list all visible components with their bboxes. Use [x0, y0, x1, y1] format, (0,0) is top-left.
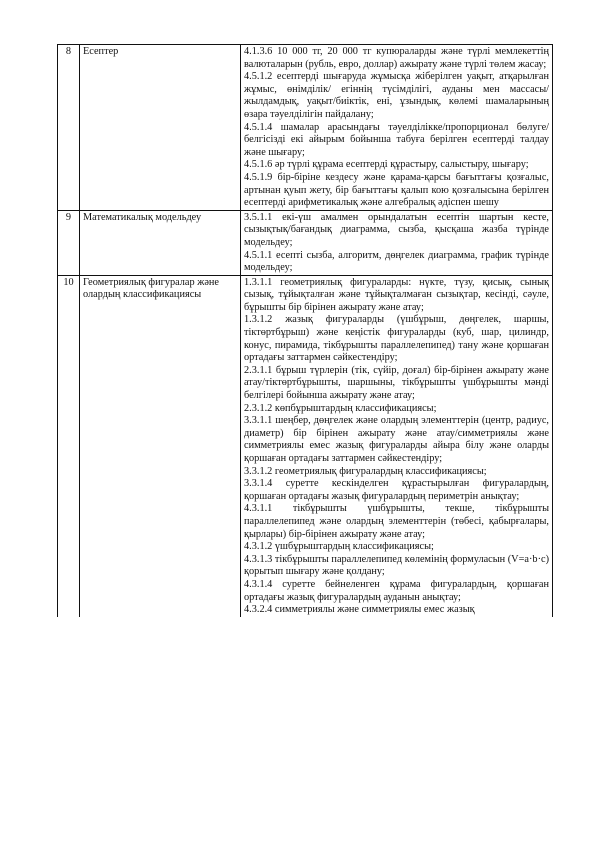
objective-item: 3.3.1.2 геометриялық фигуралардың классификациясы;: [244, 465, 487, 477]
objective-item: 1.3.1.1 геометриялық фигураларды: нүкте, түзу, қисық, сынық сызық, тұйықталған және тұйықталмаған сызықтар, кесінді, сәуле, бұрышты бір бірінен ажырату және атау;: [244, 276, 549, 313]
row-objectives: [241, 210, 553, 275]
row-number: 8: [58, 45, 80, 211]
table-row: [58, 275, 553, 617]
objective-item: 3.3.1.4 суретте кескінделген құрастырылған фигуралардың, қоршаған ортадағы жазық фигуралардың периметрін анықтау;: [244, 478, 549, 502]
objective-item: 2.3.1.2 көпбұрыштардың классификациясы;: [244, 402, 437, 414]
curriculum-table: [57, 44, 553, 617]
objective-item: 4.3.1.1 тікбұрышты үшбұрышты, текше, тікбұрышты параллелепипед және олардың элементтерін (төбесі, қабырғалары, қырлары) бір-бірінен ажырату және атау;: [244, 503, 549, 540]
objective-item: 4.1.3.6 10 000 тг, 20 000 тг купюраларды және түрлі мемлекеттің валюталарын (рубль, евро, доллар) ажырату және түрлі төлем жасау;: [244, 46, 549, 70]
row-number: 9: [58, 210, 80, 275]
objective-item: 4.3.2.4 симметриялы және симметриялы емес жазық: [244, 604, 475, 616]
objective-item: 4.5.1.6 әр түрлі құрама есептерді құрастыру, салыстыру, шығару;: [244, 159, 529, 171]
objective-item: 3.3.1.1 шеңбер, дөңгелек және олардың элементтерін (центр, радиус, диаметр) бір бірінен ажырату және атау/симметриялы және симметриялы емес жазық фигураларды айыра білу және оларды қоршаған ортадағы заттармен сәйкестендіру;: [244, 415, 549, 464]
row-topic: Математикалық модельдеу: [80, 210, 241, 275]
objective-item: 3.5.1.1 екі-үш амалмен орындалатын есептін шартын кесте, сызықтық/бағандық диаграмма, сызба, қысқаша жазба түрінде модельдеу;: [244, 211, 549, 248]
row-topic: Есептер: [80, 45, 241, 211]
row-topic: Геометриялық фигуралар және олардың классификациясы: [80, 275, 241, 617]
objective-item: 4.5.1.4 шамалар арасындағы тәуелділікке/пропорционал бөлуге/ белгісіздi екі айырым бойынша табуға берілген есептерді талдау және шығару;: [244, 121, 549, 158]
objective-item: 1.3.1.2 жазық фигураларды (үшбұрыш, дөңгелек, шаршы, тіктөртбұрыш) және кеңістік фигураларды (куб, шар, цилиндр, конус, пирамида, тікбұрышты параллелепипед) тану және қоршаған ортадағы заттармен сәйкестендіру;: [244, 314, 549, 364]
row-objectives: [241, 45, 553, 211]
objective-item: 2.3.1.1 бұрыш түрлерін (тік, сүйір, доғал) бір-бірінен ажырату және атау/тіктөртбұрышты, шаршыны, тікбұрышты үшбұрышты мәнді белгілері бойынша ажырату және атау;: [244, 364, 549, 402]
table-row: [58, 45, 553, 211]
table-row: [58, 210, 553, 275]
row-objectives: [241, 275, 553, 617]
objective-item: 4.5.1.1 есепті сызба, алгоритм, дөңгелек диаграмма, график түрінде модельдеу;: [244, 249, 549, 274]
objective-item: 4.3.1.3 тікбұрышты параллелепипед көлемінің формуласын (V=a·b·c) қорытып шығару және қолдану;: [244, 553, 549, 578]
objective-item: 4.3.1.2 үшбұрыштардың классификациясы;: [244, 541, 434, 553]
objective-item: 4.5.1.9 бір-біріне кездесу және қарама-қарсы бағыттағы қозғалыс, артынан қуып жету, бір бағыттағы қалып кою қозғалысына берілген есептерді арифметикалық және алгебралық әдіспен шешу: [244, 171, 549, 209]
objective-item: 4.5.1.2 есептерді шығаруда жұмысқа жіберілген уақыт, атқарылған жұмыс, өнімділік/ егіннің түсімділігі, ауданы мен массасы/ жылдамдық, уақыт/биіктік, ені, ұзындық, көлемі шамаларының өзара тәуелділігін пайдалану;: [244, 71, 549, 120]
objective-item: 4.3.1.4 суретте бейнеленген құрама фигуралардың, қоршаған ортадағы жазық фигуралардың ауданын анықтау;: [244, 578, 549, 603]
row-number: 10: [58, 275, 80, 617]
